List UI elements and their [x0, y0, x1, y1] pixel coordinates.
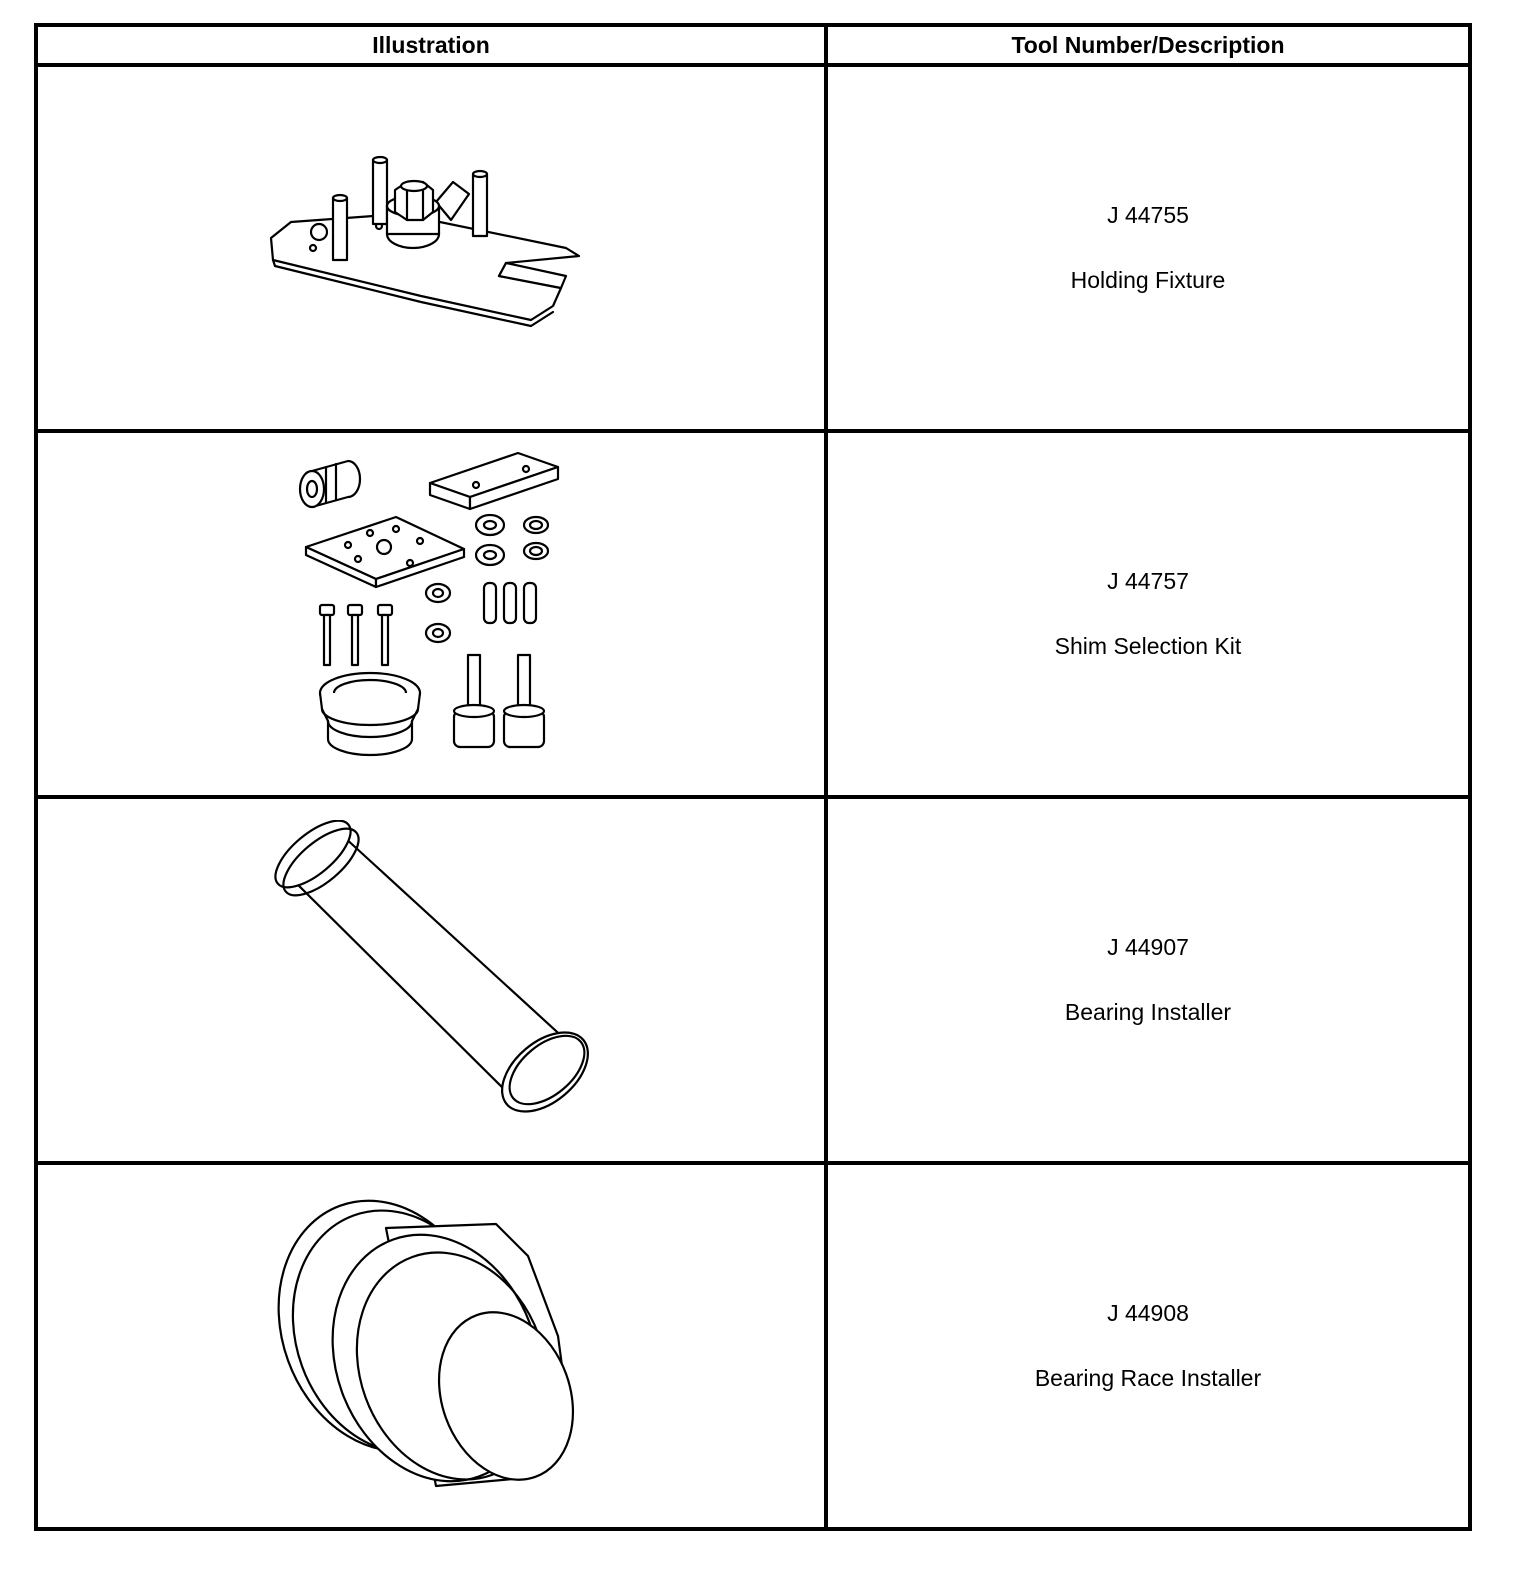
bearing-installer-icon: [261, 820, 601, 1140]
bearing-race-installer-icon: [266, 1186, 596, 1506]
shim-selection-kit-icon: [286, 449, 576, 779]
tool-description: Holding Fixture: [1070, 267, 1226, 293]
illustration-cell: [36, 1163, 826, 1529]
tool-number: J 44755: [1107, 202, 1189, 228]
tool-number: J 44908: [1107, 1300, 1189, 1326]
table-row: [36, 431, 1470, 797]
tool-description: Bearing Installer: [1064, 999, 1232, 1025]
illustration-cell: [36, 65, 826, 431]
illustration-cell: [36, 431, 826, 797]
header-tool-number-description: Tool Number/Description: [826, 25, 1470, 65]
tool-number: J 44757: [1107, 568, 1189, 594]
tool-description-cell: [826, 1163, 1470, 1529]
tool-description-cell: [826, 65, 1470, 431]
illustration-cell: [36, 797, 826, 1163]
table-row: [36, 797, 1470, 1163]
tool-description: Shim Selection Kit: [1054, 633, 1242, 659]
header-illustration: Illustration: [36, 25, 826, 65]
tool-description-cell: [826, 431, 1470, 797]
tool-description: Bearing Race Installer: [1034, 1365, 1262, 1391]
tool-description-cell: [826, 797, 1470, 1163]
holding-fixture-icon: [261, 148, 601, 348]
tool-number: J 44907: [1107, 934, 1189, 960]
table-row: [36, 65, 1470, 431]
header-row: [36, 25, 1470, 65]
tool-table: [34, 23, 1472, 1531]
table-row: [36, 1163, 1470, 1529]
